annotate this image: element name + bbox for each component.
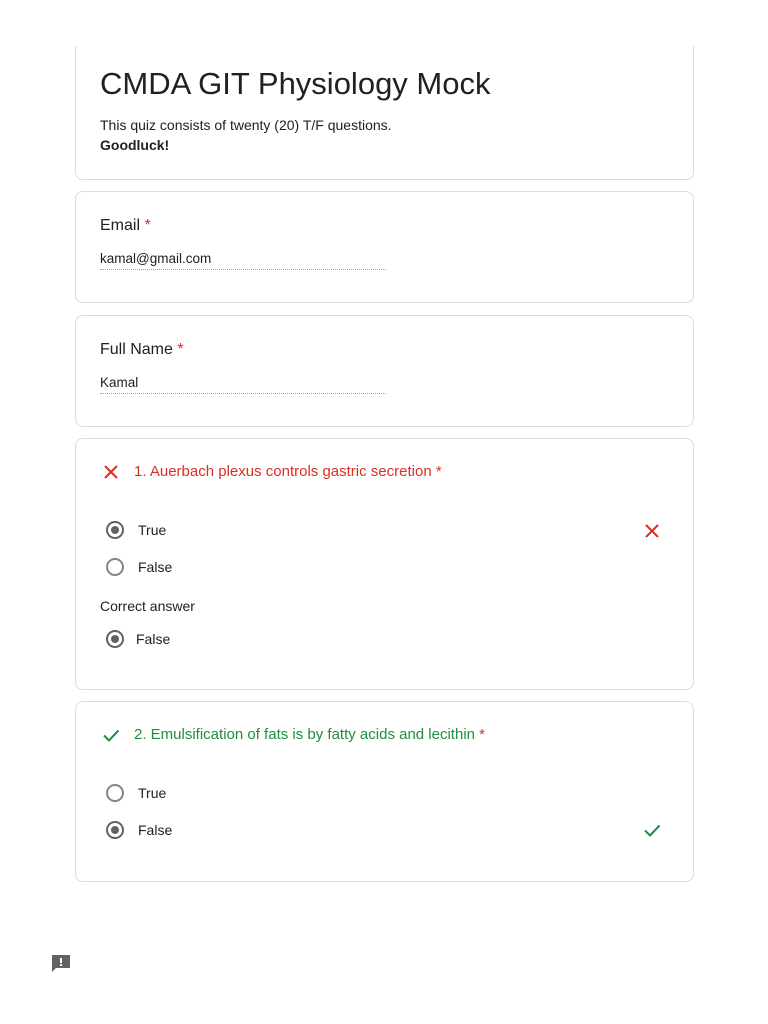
required-asterisk: * [177,341,184,358]
form-title: CMDA GIT Physiology Mock [100,66,491,101]
question-1-title-text: 1. Auerbach plexus controls gastric secretion [134,463,432,480]
required-asterisk: * [144,217,151,234]
question-2-title [134,725,485,745]
full-name-label-text: Full Name [100,341,173,358]
required-asterisk: * [435,463,442,480]
full-name-field[interactable]: Kamal [100,374,386,394]
question-1-option-true[interactable] [106,519,166,541]
question-1-title [134,462,442,482]
option-label: True [138,522,167,538]
radio-selected [106,630,124,648]
incorrect-x-icon [643,522,661,540]
question-1-option-false[interactable] [106,556,172,578]
radio-unselected[interactable] [106,784,124,802]
email-field[interactable]: kamal@gmail.com [100,250,386,270]
full-name-label [100,340,184,360]
correct-answer-value: False [136,631,171,647]
report-feedback-icon[interactable] [50,953,72,973]
question-1-correct-answer [106,628,170,650]
option-label: False [138,559,173,575]
radio-selected[interactable] [106,521,124,539]
correct-check-icon [643,821,661,839]
x-icon [102,463,120,481]
option-label: False [138,822,173,838]
question-2-option-false[interactable] [106,819,172,841]
question-1-card [75,438,694,690]
option-label: True [138,785,167,801]
email-label-text: Email [100,217,141,234]
radio-unselected[interactable] [106,558,124,576]
form-description-bold: Goodluck! [100,137,170,153]
email-question-card [75,191,694,303]
full-name-question-card [75,315,694,427]
correct-answer-label: Correct answer [100,598,195,614]
question-2-title-text: 2. Emulsification of fats is by fatty acids and lecithin [134,726,475,743]
required-asterisk: * [479,726,486,743]
form-description-text: This quiz consists of twenty (20) T/F questions. [100,117,392,133]
form-header-card [75,46,694,180]
form-description [100,115,392,155]
question-2-option-true[interactable] [106,782,166,804]
email-label [100,216,151,236]
check-icon [102,726,120,744]
radio-selected[interactable] [106,821,124,839]
question-2-card [75,701,694,882]
